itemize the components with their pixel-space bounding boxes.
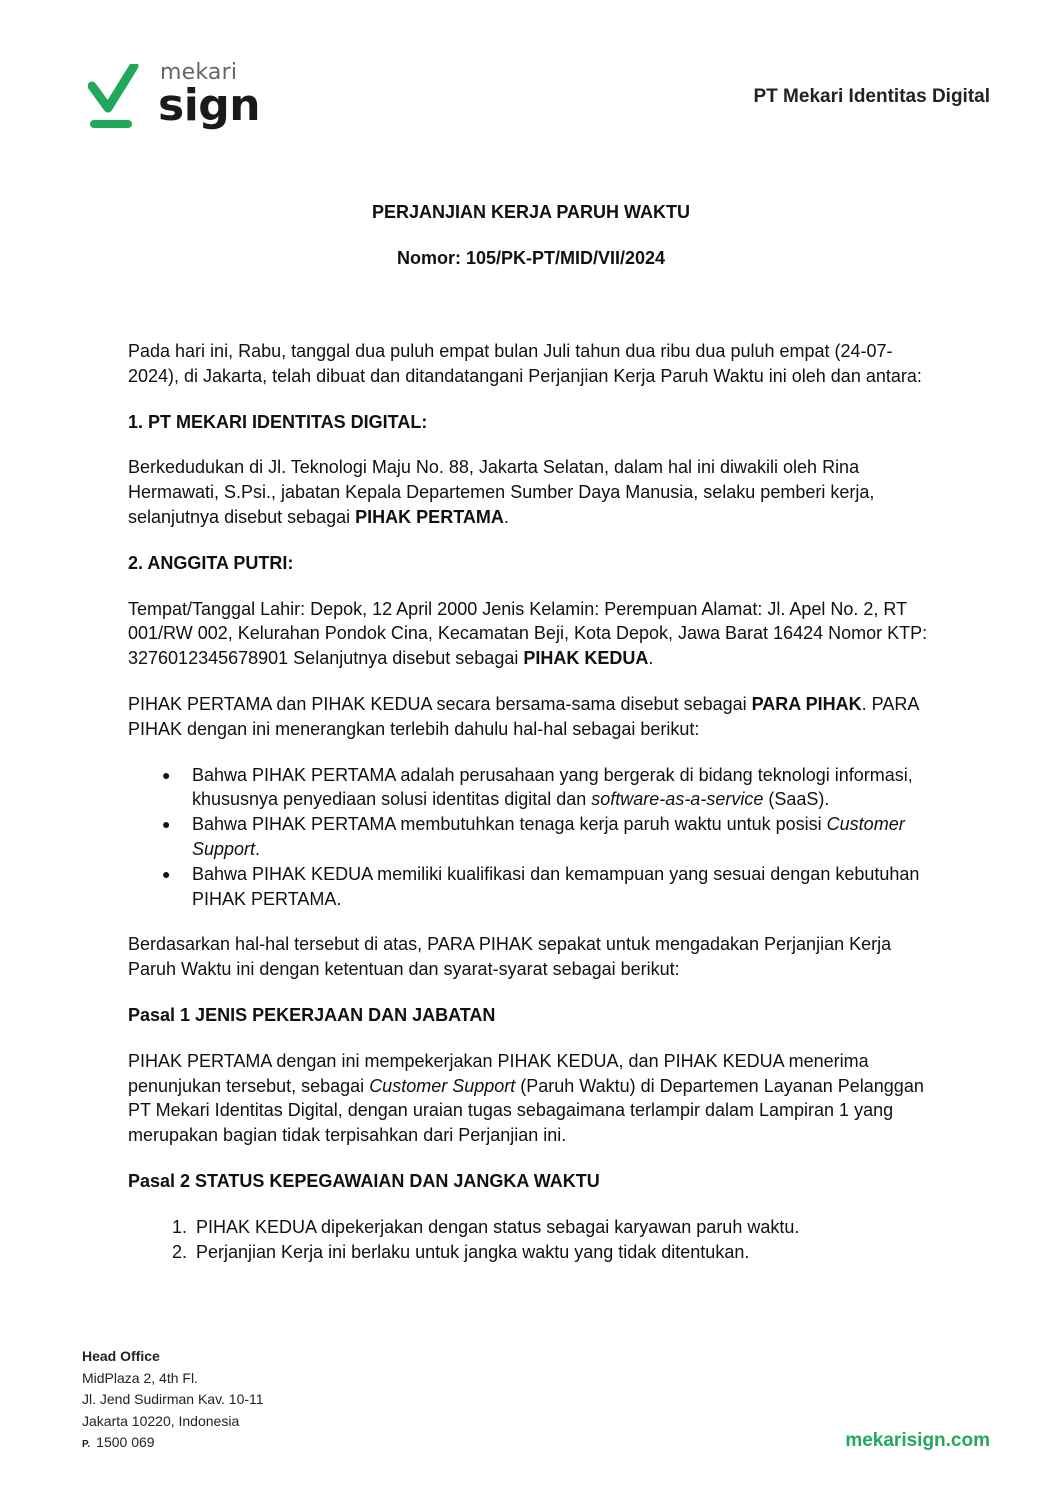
list-item [192, 763, 928, 813]
party1-paragraph [128, 455, 928, 529]
document-title: PERJANJIAN KERJA PARUH WAKTU [371, 202, 691, 222]
pasal1-post: (Paruh Waktu) di Departemen Layanan Pelanggan PT Mekari Identitas Digital, dengan uraian tugas sebagaimana terlampir dalam Lampiran 1 yang merupakan bagian tidak terpisahkan dari Perjanjian ini. [128, 1075, 924, 1146]
party2-heading: 2. ANGGITA PUTRI: [128, 552, 294, 573]
list-item: ● Bahwa PIHAK KEDUA memiliki kualifikasi dan kemampuan yang sesuai dengan kebutuhan PIHAK PERTAMA. [192, 862, 928, 912]
list-item: 2. Perjanjian Kerja ini berlaku untuk jangka waktu yang tidak ditentukan. [192, 1240, 928, 1265]
pasal2-list [128, 1215, 928, 1265]
parties-bold: PARA PIHAK [751, 693, 862, 714]
agreement-paragraph: Berdasarkan hal-hal tersebut di atas, PARA PIHAK sepakat untuk mengadakan Perjanjian Kerja Paruh Waktu ini dengan ketentuan dan syarat-syarat sebagai berikut: [128, 934, 892, 980]
phone-number: 1500 069 [96, 1434, 155, 1450]
pasal1-heading: Pasal 1 JENIS PEKERJAAN DAN JABATAN [128, 1004, 496, 1025]
company-name: PT Mekari Identitas Digital [753, 86, 990, 107]
website-link[interactable]: mekarisign.com [845, 1430, 990, 1451]
recital2-post: . [255, 838, 261, 859]
recital1-pre: Bahwa PIHAK PERTAMA adalah perusahaan yang bergerak di bidang teknologi informasi, khususnya penyediaan solusi identitas digital dan [192, 764, 913, 810]
party2-paragraph [128, 597, 928, 671]
recital2-pre: Bahwa PIHAK PERTAMA membutuhkan tenaga kerja paruh waktu untuk posisi [192, 814, 827, 835]
recital2-em: Customer Support [192, 814, 905, 859]
pasal2-heading: Pasal 2 STATUS KEPEGAWAIAN DAN JANGKA WAKTU [128, 1170, 600, 1191]
opening-paragraph: Pada hari ini, Rabu, tanggal dua puluh empat bulan Juli tahun dua ribu dua puluh empat (24-07-2024), di Jakarta, telah dibuat dan ditandatangani Perjanjian Kerja Paruh Waktu ini oleh dan antara: [128, 341, 922, 386]
address-line1: MidPlaza 2, 4th Fl. [82, 1369, 198, 1386]
party1-role: PIHAK PERTAMA [355, 506, 504, 527]
pasal1-paragraph [128, 1049, 928, 1148]
address-line2: Jl. Jend Sudirman Kav. 10-11 [82, 1391, 264, 1407]
parties-text2: . PARA PIHAK dengan ini menerangkan terlebih dahulu hal-hal sebagai berikut: [128, 693, 919, 739]
party1-heading: 1. PT MEKARI IDENTITAS DIGITAL: [128, 411, 428, 432]
parties-text1: PIHAK PERTAMA dan PIHAK KEDUA secara bersama-sama disebut sebagai [128, 693, 752, 714]
recital1-em: software-as-a-service [591, 789, 764, 810]
checkmark-icon [88, 64, 140, 130]
party1-end: . [503, 506, 509, 527]
party2-text: Tempat/Tanggal Lahir: Depok, 12 April 2000 Jenis Kelamin: Perempuan Alamat: Jl. Apel No. 2, RT 001/RW 002, Kelurahan Pondok Cina, Kecamatan Beji, Kota Depok, Jawa Barat 16424 Nomor KTP: 3276012345678901 Selanjutnya disebut sebagai [128, 598, 928, 669]
mekari-sign-logo [88, 60, 278, 140]
address-line3: Jakarta 10220, Indonesia [82, 1412, 240, 1429]
document-number: Nomor: 105/PK-PT/MID/VII/2024 [396, 248, 666, 268]
phone-label: P. [82, 1439, 91, 1450]
party1-text: Berkedudukan di Jl. Teknologi Maju No. 88, Jakarta Selatan, dalam hal ini diwakili oleh Rina Hermawati, S.Psi., jabatan Kepala Departemen Sumber Daya Manusia, selaku pemberi kerja, selanjutnya disebut sebagai [128, 457, 875, 527]
head-office-label: Head Office [82, 1348, 160, 1364]
footer-address [82, 1346, 264, 1456]
recital1-post: (SaaS). [763, 789, 830, 810]
party2-role: PIHAK KEDUA [523, 648, 649, 669]
pasal1-em: Customer Support [369, 1075, 516, 1096]
party2-end: . [648, 648, 654, 669]
list-item [192, 812, 928, 862]
list-item: 1. PIHAK KEDUA dipekerjakan dengan status sebagai karyawan paruh waktu. [192, 1215, 928, 1240]
pasal1-pre: PIHAK PERTAMA dengan ini mempekerjakan PIHAK KEDUA, dan PIHAK KEDUA menerima penunjukan tersebut, sebagai [128, 1050, 869, 1096]
logo-text-mekari: mekari [160, 60, 238, 85]
parties-paragraph [128, 692, 928, 742]
logo-text-sign: sign [158, 80, 261, 131]
phone-line [82, 1432, 264, 1456]
document-body [128, 339, 928, 1285]
recitals-list [128, 763, 928, 912]
